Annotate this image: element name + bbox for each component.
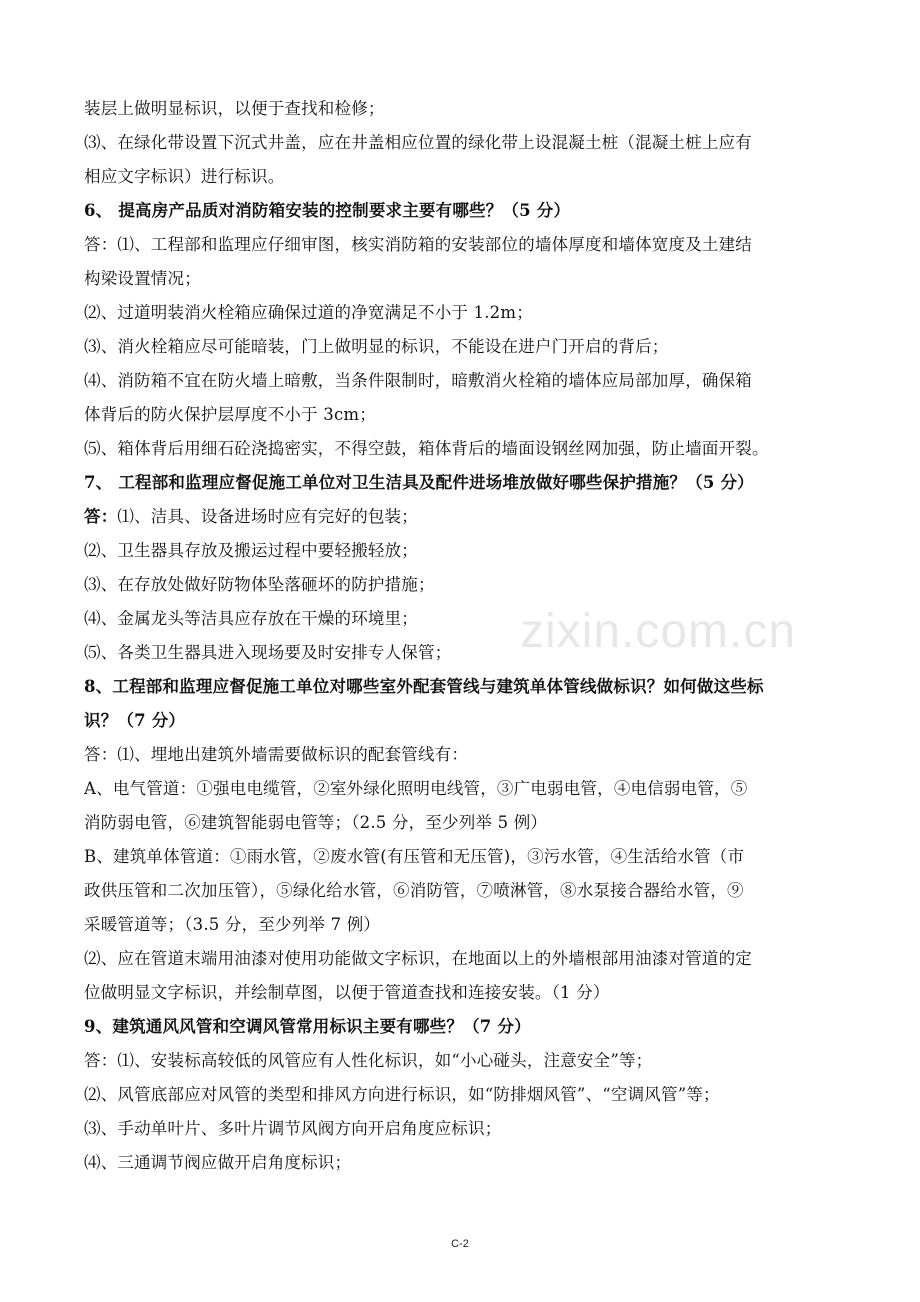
watermark: zixin.com.cn [520,605,797,658]
question-heading-line [84,1010,836,1044]
line-text: 政供压管和二次加压管），⑤绿化给水管，⑥消防管，⑦喷淋管，⑧水泵接合器给水管，⑨ [84,881,744,900]
line-text: A、电气管道：①强电电缆管，②室外绿化照明电线管，③广电弱电管，④电信弱电管，⑤ [84,779,748,798]
text-line [84,398,836,432]
text-line [84,568,836,602]
text-line [84,840,836,874]
text-line [84,330,836,364]
line-text: 9、建筑通风风管和空调风管常用标识主要有哪些？（7 分） [84,1017,531,1036]
line-text: 答：⑴、工程部和监理应仔细审图，核实消防箱的安装部位的墙体厚度和墙体宽度及土建结 [84,235,752,254]
line-text: 相应文字标识）进行标识。 [84,167,285,186]
text-line [84,126,836,160]
line-text: 8、工程部和监理应督促施工单位对哪些室外配套管线与建筑单体管线做标识？如何做这些标 [84,677,764,696]
line-text: ⑶、消火栓箱应尽可能暗装，门上做明显的标识，不能设在进户门开启的背后； [84,337,669,356]
text-line [84,534,836,568]
text-line [84,262,836,296]
line-text: 答：⑴、埋地出建筑外墙需要做标识的配套管线有： [84,745,469,764]
text-line [84,738,836,772]
text-line [84,806,836,840]
question-heading-line [84,194,836,228]
text-line [84,908,836,942]
text-line [84,772,836,806]
text-line [84,942,836,976]
line-text: ⑸、各类卫生器具进入现场要及时安排专人保管； [84,643,452,662]
answer-label: 答： [84,507,118,526]
line-text: ⑸、箱体背后用细石砼浇捣密实，不得空鼓，箱体背后的墙面设钢丝网加强，防止墙面开裂。 [84,439,769,458]
text-line [84,92,836,126]
line-text: 体背后的防火保护层厚度不小于 3cm； [84,405,376,424]
line-text: ⑷、金属龙头等洁具应存放在干燥的环境里； [84,609,418,628]
line-text: ⑵、应在管道末端用油漆对使用功能做文字标识，在地面以上的外墙根部用油漆对管道的定 [84,949,752,968]
page-number: C-2 [451,1238,469,1250]
text-line [84,1078,836,1112]
text-line [84,1112,836,1146]
line-text: ⑶、在绿化带设置下沉式井盖，应在井盖相应位置的绿化带上设混凝土桩（混凝土桩上应有 [84,133,752,152]
text-line [84,976,836,1010]
question-heading-line [84,704,836,738]
text-line [84,1044,836,1078]
line-text: ⑴、洁具、设备进场时应有完好的包装； [117,507,419,526]
line-text: ⑵、风管底部应对风管的类型和排风方向进行标识，如“防排烟风管”、“空调风管”等； [84,1085,720,1104]
line-text: 构梁设置情况； [84,269,201,288]
text-line [84,160,836,194]
text-line [84,500,836,534]
line-text: 消防弱电管，⑥建筑智能弱电管等；（2.5 分，至少列举 5 例） [84,813,548,832]
line-text: ⑷、三通调节阀应做开启角度标识； [84,1153,352,1172]
line-text: ⑵、卫生器具存放及搬运过程中要轻搬轻放； [84,541,418,560]
text-line [84,364,836,398]
text-line [84,228,836,262]
text-line [84,1146,836,1180]
line-text: B、建筑单体管道：①雨水管，②废水管(有压管和无压管)，③污水管，④生活给水管（市 [84,847,745,866]
line-text: ⑶、在存放处做好防物体坠落砸坏的防护措施； [84,575,435,594]
line-text: ⑵、过道明装消火栓箱应确保过道的净宽满足不小于 1.2m； [84,303,533,322]
text-line [84,432,836,466]
line-text: 装层上做明显标识，以便于查找和检修； [84,99,385,118]
line-text: ⑷、消防箱不宜在防火墙上暗敷，当条件限制时，暗敷消火栓箱的墙体应局部加厚，确保箱 [84,371,752,390]
line-text: 7、 工程部和监理应督促施工单位对卫生洁具及配件进场堆放做好哪些保护措施？（5 分） [84,473,754,492]
line-text: ⑶、手动单叶片、多叶片调节风阀方向开启角度应标识； [84,1119,502,1138]
text-line [84,874,836,908]
line-text: 6、 提高房产品质对消防箱安装的控制要求主要有哪些？（5 分） [84,201,571,220]
question-heading-line [84,670,836,704]
text-line [84,296,836,330]
line-text: 答：⑴、安装标高较低的风管应有人性化标识，如“小心碰头，注意安全”等； [84,1051,653,1070]
line-text: 识？（7 分） [84,711,186,730]
line-text: 采暖管道等；（3.5 分，至少列举 7 例） [84,915,381,934]
line-text: 位做明显文字标识，并绘制草图，以便于管道查找和连接安装。（1 分） [84,983,610,1002]
question-heading-line [84,466,836,500]
